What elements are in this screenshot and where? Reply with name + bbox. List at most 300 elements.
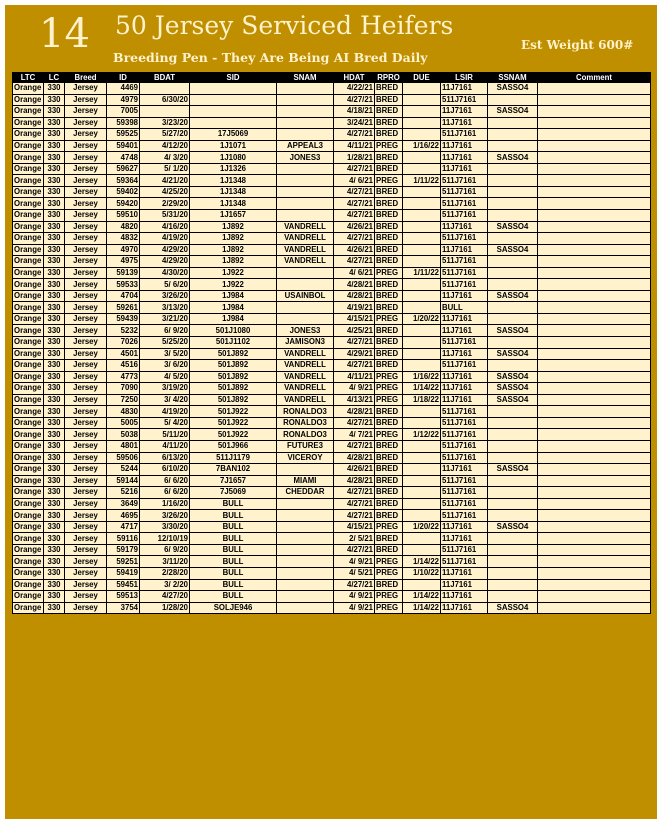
cell-id: 4717	[107, 521, 140, 533]
cell-id: 59402	[107, 186, 140, 198]
table-row	[13, 475, 651, 487]
table-row	[13, 267, 651, 279]
cell-rpro: BRED	[375, 94, 403, 106]
cell-rpro: BRED	[375, 186, 403, 198]
cell-rpro: BRED	[375, 129, 403, 141]
cell-lc: 330	[44, 129, 65, 141]
cell-bdat: 4/16/20	[140, 221, 190, 233]
table-header-row	[13, 73, 651, 83]
table-row	[13, 464, 651, 476]
cell-hdat: 4/19/21	[334, 302, 375, 314]
table-row	[13, 129, 651, 141]
cell-ssnam	[488, 302, 538, 314]
cell-snam	[277, 567, 334, 579]
table-row	[13, 521, 651, 533]
cell-rpro: BRED	[375, 325, 403, 337]
cell-ssnam: SASSO4	[488, 383, 538, 395]
cell-comment	[538, 544, 651, 556]
cell-ssnam	[488, 556, 538, 568]
cell-due: 1/11/22	[403, 267, 441, 279]
table-row	[13, 152, 651, 164]
cell-id: 4516	[107, 360, 140, 372]
cell-ltc: Orange	[13, 140, 44, 152]
cell-ssnam	[488, 429, 538, 441]
cell-hdat: 4/ 7/21	[334, 429, 375, 441]
cell-ltc: Orange	[13, 602, 44, 614]
cell-snam: APPEAL3	[277, 140, 334, 152]
cell-hdat: 4/11/21	[334, 140, 375, 152]
cell-lsir: 11J7161	[441, 117, 488, 129]
cell-due	[403, 440, 441, 452]
cell-rpro: BRED	[375, 83, 403, 95]
cell-id: 3754	[107, 602, 140, 614]
cell-ltc: Orange	[13, 440, 44, 452]
table-row	[13, 302, 651, 314]
cell-id: 4979	[107, 94, 140, 106]
cell-lsir: 511J7161	[441, 279, 488, 291]
cell-due	[403, 533, 441, 545]
cell-id: 59506	[107, 452, 140, 464]
cell-ltc: Orange	[13, 567, 44, 579]
cell-comment	[538, 394, 651, 406]
cell-bdat: 5/25/20	[140, 337, 190, 349]
cell-comment	[538, 383, 651, 395]
cell-comment	[538, 521, 651, 533]
cell-hdat: 4/27/21	[334, 198, 375, 210]
cell-rpro: PREG	[375, 175, 403, 187]
cell-id: 4830	[107, 406, 140, 418]
cell-breed: Jersey	[65, 510, 107, 522]
cell-comment	[538, 244, 651, 256]
cell-due: 1/10/22	[403, 567, 441, 579]
cell-rpro: BRED	[375, 417, 403, 429]
cell-breed: Jersey	[65, 152, 107, 164]
cell-hdat: 4/27/21	[334, 417, 375, 429]
cell-lsir: 11J7161	[441, 325, 488, 337]
column-header-rpro: RPRO	[375, 73, 403, 83]
cell-sid: 1J1326	[190, 163, 277, 175]
cell-bdat: 4/11/20	[140, 440, 190, 452]
cell-hdat: 2/ 5/21	[334, 533, 375, 545]
cell-hdat: 3/24/21	[334, 117, 375, 129]
table-row	[13, 383, 651, 395]
cell-sid: BULL	[190, 533, 277, 545]
cell-sid: 1J1348	[190, 175, 277, 187]
cell-ssnam	[488, 360, 538, 372]
cell-comment	[538, 452, 651, 464]
cell-sid: 7J1657	[190, 475, 277, 487]
cell-ltc: Orange	[13, 175, 44, 187]
cell-breed: Jersey	[65, 383, 107, 395]
cell-lc: 330	[44, 140, 65, 152]
cell-ltc: Orange	[13, 302, 44, 314]
cell-rpro: BRED	[375, 337, 403, 349]
cell-comment	[538, 279, 651, 291]
table-row	[13, 94, 651, 106]
column-header-lsir: LSIR	[441, 73, 488, 83]
cell-sid: 1J922	[190, 279, 277, 291]
cell-rpro: PREG	[375, 394, 403, 406]
cell-lsir: 511J7161	[441, 510, 488, 522]
cell-bdat: 2/28/20	[140, 567, 190, 579]
cell-sid: 511J1179	[190, 452, 277, 464]
cell-rpro: PREG	[375, 567, 403, 579]
cell-comment	[538, 533, 651, 545]
cell-lsir: 511J7161	[441, 417, 488, 429]
cell-lsir: 11J7161	[441, 533, 488, 545]
cell-due	[403, 348, 441, 360]
cell-lsir: 511J7161	[441, 186, 488, 198]
cell-lc: 330	[44, 440, 65, 452]
cell-lc: 330	[44, 417, 65, 429]
cell-hdat: 4/27/21	[334, 510, 375, 522]
table-row	[13, 348, 651, 360]
cell-comment	[538, 510, 651, 522]
cell-sid: BULL	[190, 510, 277, 522]
cell-breed: Jersey	[65, 279, 107, 291]
cell-comment	[538, 371, 651, 383]
cell-due: 1/14/22	[403, 556, 441, 568]
cell-ssnam	[488, 186, 538, 198]
cell-hdat: 4/15/21	[334, 521, 375, 533]
cell-id: 7090	[107, 383, 140, 395]
cell-breed: Jersey	[65, 210, 107, 222]
cell-lsir: 11J7161	[441, 567, 488, 579]
cell-ssnam	[488, 210, 538, 222]
cell-rpro: BRED	[375, 579, 403, 591]
cell-lsir: 511J7161	[441, 475, 488, 487]
cell-hdat: 4/ 6/21	[334, 267, 375, 279]
cell-hdat: 4/27/21	[334, 210, 375, 222]
cell-snam: VANDRELL	[277, 244, 334, 256]
cell-snam	[277, 533, 334, 545]
cell-due	[403, 337, 441, 349]
cell-snam: VANDRELL	[277, 360, 334, 372]
cell-lc: 330	[44, 83, 65, 95]
cell-rpro: BRED	[375, 198, 403, 210]
cell-ssnam: SASSO4	[488, 83, 538, 95]
cell-id: 59420	[107, 198, 140, 210]
cell-id: 59364	[107, 175, 140, 187]
cell-ssnam	[488, 406, 538, 418]
cell-due: 1/16/22	[403, 140, 441, 152]
cell-hdat: 4/28/21	[334, 290, 375, 302]
cell-lsir: 511J7161	[441, 267, 488, 279]
cell-breed: Jersey	[65, 267, 107, 279]
cell-ssnam	[488, 256, 538, 268]
cell-lsir: 11J7161	[441, 140, 488, 152]
cell-snam	[277, 94, 334, 106]
cell-sid: BULL	[190, 579, 277, 591]
cell-ltc: Orange	[13, 406, 44, 418]
cell-lc: 330	[44, 163, 65, 175]
cell-rpro: BRED	[375, 279, 403, 291]
cell-ltc: Orange	[13, 544, 44, 556]
cell-ltc: Orange	[13, 521, 44, 533]
column-header-ssnam: SSNAM	[488, 73, 538, 83]
cell-id: 5038	[107, 429, 140, 441]
cell-due	[403, 452, 441, 464]
cell-due	[403, 579, 441, 591]
cell-id: 5216	[107, 487, 140, 499]
cell-comment	[538, 94, 651, 106]
cell-hdat: 4/27/21	[334, 233, 375, 245]
cell-breed: Jersey	[65, 452, 107, 464]
cell-lc: 330	[44, 348, 65, 360]
cell-sid: 1J1080	[190, 152, 277, 164]
cell-due	[403, 117, 441, 129]
cell-id: 59510	[107, 210, 140, 222]
cell-lc: 330	[44, 510, 65, 522]
cell-id: 4801	[107, 440, 140, 452]
cell-id: 4975	[107, 256, 140, 268]
column-header-snam: SNAM	[277, 73, 334, 83]
cell-lsir: 511J7161	[441, 198, 488, 210]
cell-ltc: Orange	[13, 279, 44, 291]
cell-comment	[538, 487, 651, 499]
cell-snam	[277, 279, 334, 291]
cell-sid: 1J892	[190, 233, 277, 245]
cell-ssnam: SASSO4	[488, 152, 538, 164]
cell-due	[403, 464, 441, 476]
cell-bdat: 5/ 6/20	[140, 279, 190, 291]
cell-breed: Jersey	[65, 475, 107, 487]
cell-bdat: 12/10/19	[140, 533, 190, 545]
cell-snam	[277, 302, 334, 314]
cell-sid: 1J892	[190, 244, 277, 256]
cell-due	[403, 406, 441, 418]
cell-lc: 330	[44, 567, 65, 579]
cell-due	[403, 475, 441, 487]
catalog-page	[5, 5, 657, 819]
table-row	[13, 487, 651, 499]
cell-ltc: Orange	[13, 325, 44, 337]
cell-lc: 330	[44, 279, 65, 291]
cell-due	[403, 198, 441, 210]
cell-hdat: 4/13/21	[334, 394, 375, 406]
column-header-sid: SID	[190, 73, 277, 83]
cell-sid: 501J1080	[190, 325, 277, 337]
cell-rpro: PREG	[375, 371, 403, 383]
cell-due	[403, 360, 441, 372]
cell-lc: 330	[44, 475, 65, 487]
cell-hdat: 4/28/21	[334, 475, 375, 487]
cell-comment	[538, 210, 651, 222]
cell-hdat: 4/26/21	[334, 221, 375, 233]
cell-snam: VANDRELL	[277, 383, 334, 395]
table-row	[13, 313, 651, 325]
cell-sid	[190, 94, 277, 106]
cell-sid: 501J1102	[190, 337, 277, 349]
cell-breed: Jersey	[65, 290, 107, 302]
cell-id: 59513	[107, 591, 140, 603]
cell-hdat: 4/29/21	[334, 348, 375, 360]
table-row	[13, 371, 651, 383]
cell-hdat: 4/18/21	[334, 106, 375, 118]
cell-ssnam	[488, 129, 538, 141]
cell-hdat: 4/28/21	[334, 279, 375, 291]
cell-hdat: 4/11/21	[334, 371, 375, 383]
cell-ssnam: SASSO4	[488, 290, 538, 302]
cell-ssnam	[488, 579, 538, 591]
cell-breed: Jersey	[65, 83, 107, 95]
cell-breed: Jersey	[65, 348, 107, 360]
cell-ssnam	[488, 198, 538, 210]
cell-due: 1/14/22	[403, 383, 441, 395]
cell-snam	[277, 163, 334, 175]
cell-breed: Jersey	[65, 579, 107, 591]
cell-rpro: PREG	[375, 521, 403, 533]
cell-lc: 330	[44, 302, 65, 314]
cell-sid: BULL	[190, 498, 277, 510]
cell-ltc: Orange	[13, 498, 44, 510]
cell-comment	[538, 221, 651, 233]
cell-lsir: 511J7161	[441, 556, 488, 568]
cell-sid: 1J892	[190, 256, 277, 268]
cell-snam	[277, 556, 334, 568]
cell-rpro: BRED	[375, 348, 403, 360]
cell-hdat: 4/ 9/21	[334, 383, 375, 395]
cell-id: 4832	[107, 233, 140, 245]
cell-comment	[538, 198, 651, 210]
cell-lsir: 511J7161	[441, 94, 488, 106]
cell-comment	[538, 429, 651, 441]
cell-due: 1/14/22	[403, 602, 441, 614]
cell-lc: 330	[44, 106, 65, 118]
cell-rpro: BRED	[375, 290, 403, 302]
cell-due	[403, 186, 441, 198]
cell-id: 4970	[107, 244, 140, 256]
cell-ltc: Orange	[13, 233, 44, 245]
cell-ssnam: SASSO4	[488, 325, 538, 337]
cell-lc: 330	[44, 267, 65, 279]
cell-rpro: BRED	[375, 210, 403, 222]
table-row	[13, 533, 651, 545]
cell-sid: 501J892	[190, 360, 277, 372]
cell-breed: Jersey	[65, 440, 107, 452]
cell-sid: 501J922	[190, 406, 277, 418]
cell-due: 1/20/22	[403, 521, 441, 533]
cell-lsir: 11J7161	[441, 244, 488, 256]
cell-breed: Jersey	[65, 567, 107, 579]
cell-bdat: 6/ 9/20	[140, 325, 190, 337]
cell-due	[403, 152, 441, 164]
column-header-ltc: LTC	[13, 73, 44, 83]
table-row	[13, 360, 651, 372]
cell-id: 7026	[107, 337, 140, 349]
cell-sid: 501J922	[190, 429, 277, 441]
table-row	[13, 602, 651, 614]
cell-breed: Jersey	[65, 556, 107, 568]
cell-sid: 17J5069	[190, 129, 277, 141]
cell-hdat: 4/ 6/21	[334, 175, 375, 187]
cell-hdat: 4/26/21	[334, 244, 375, 256]
cell-id: 4501	[107, 348, 140, 360]
cell-comment	[538, 256, 651, 268]
cell-comment	[538, 325, 651, 337]
cell-comment	[538, 129, 651, 141]
cell-lsir: 11J7161	[441, 152, 488, 164]
cell-due	[403, 129, 441, 141]
cell-due	[403, 510, 441, 522]
cell-due	[403, 279, 441, 291]
cell-breed: Jersey	[65, 256, 107, 268]
cell-bdat: 6/13/20	[140, 452, 190, 464]
cell-breed: Jersey	[65, 544, 107, 556]
cell-ssnam	[488, 337, 538, 349]
cell-comment	[538, 302, 651, 314]
cell-ltc: Orange	[13, 267, 44, 279]
cell-ltc: Orange	[13, 313, 44, 325]
column-header-lc: LC	[44, 73, 65, 83]
cell-snam: MIAMI	[277, 475, 334, 487]
cell-breed: Jersey	[65, 360, 107, 372]
cell-id: 59525	[107, 129, 140, 141]
cell-sid: 1J892	[190, 221, 277, 233]
cell-ssnam: SASSO4	[488, 521, 538, 533]
cell-snam: RONALDO3	[277, 406, 334, 418]
cell-due: 1/18/22	[403, 394, 441, 406]
cell-ssnam	[488, 533, 538, 545]
cell-rpro: BRED	[375, 233, 403, 245]
cell-rpro: BRED	[375, 152, 403, 164]
cell-ssnam	[488, 440, 538, 452]
cell-due	[403, 256, 441, 268]
cell-breed: Jersey	[65, 498, 107, 510]
cell-lsir: 11J7161	[441, 602, 488, 614]
cell-hdat: 4/26/21	[334, 464, 375, 476]
cell-lsir: 511J7161	[441, 210, 488, 222]
cell-ltc: Orange	[13, 186, 44, 198]
cell-due: 1/12/22	[403, 429, 441, 441]
cell-hdat: 4/27/21	[334, 544, 375, 556]
cell-sid: 7J5069	[190, 487, 277, 499]
cell-snam	[277, 591, 334, 603]
cell-comment	[538, 175, 651, 187]
cell-ssnam: SASSO4	[488, 602, 538, 614]
cell-rpro: BRED	[375, 510, 403, 522]
cell-ssnam	[488, 591, 538, 603]
cell-bdat: 4/25/20	[140, 186, 190, 198]
cell-due	[403, 244, 441, 256]
cell-lc: 330	[44, 186, 65, 198]
cell-breed: Jersey	[65, 186, 107, 198]
cell-sid: SOLJE946	[190, 602, 277, 614]
cell-bdat: 4/12/20	[140, 140, 190, 152]
table-row	[13, 556, 651, 568]
cell-id: 59419	[107, 567, 140, 579]
cell-lc: 330	[44, 429, 65, 441]
cell-breed: Jersey	[65, 406, 107, 418]
cell-lc: 330	[44, 406, 65, 418]
cell-lc: 330	[44, 452, 65, 464]
cell-snam: VANDRELL	[277, 348, 334, 360]
cell-comment	[538, 591, 651, 603]
cell-snam: FUTURE3	[277, 440, 334, 452]
cell-ltc: Orange	[13, 429, 44, 441]
cell-breed: Jersey	[65, 302, 107, 314]
cell-lsir: 11J7161	[441, 591, 488, 603]
cell-bdat: 5/27/20	[140, 129, 190, 141]
cell-bdat: 4/ 5/20	[140, 371, 190, 383]
page-title: 50 Jersey Serviced Heifers	[115, 11, 454, 40]
cell-id: 4773	[107, 371, 140, 383]
cell-bdat: 3/13/20	[140, 302, 190, 314]
cell-id: 4748	[107, 152, 140, 164]
cell-id: 59533	[107, 279, 140, 291]
cell-snam	[277, 602, 334, 614]
cell-rpro: BRED	[375, 475, 403, 487]
